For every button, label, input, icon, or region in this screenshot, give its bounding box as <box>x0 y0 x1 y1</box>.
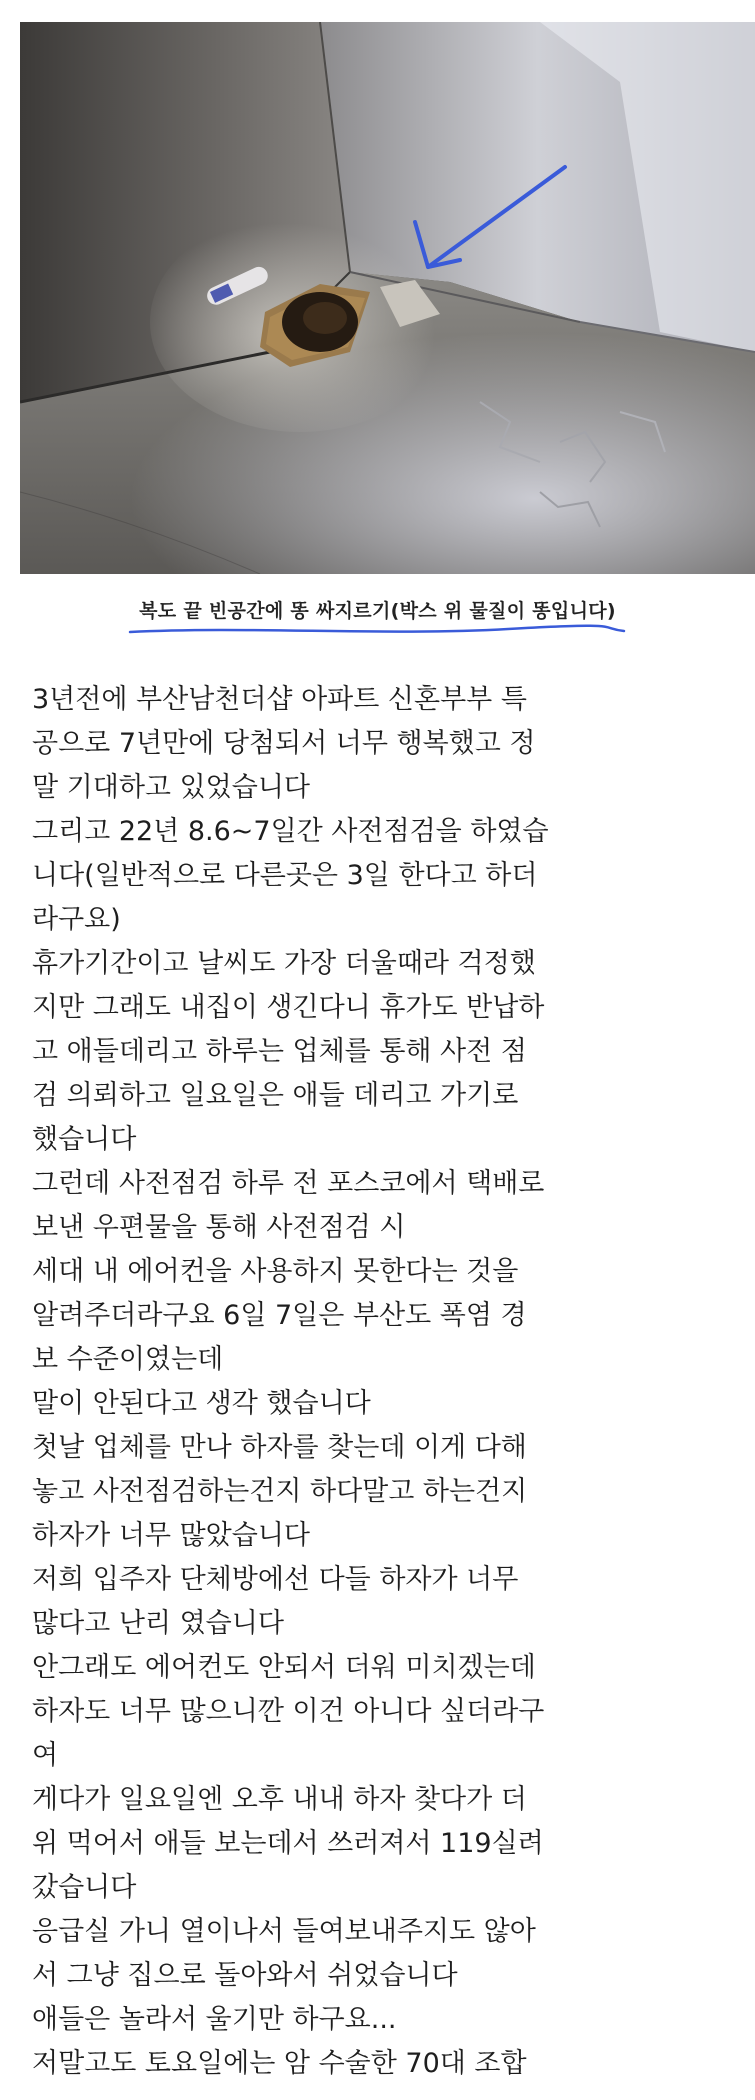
story-line: 갔습니다 <box>32 1872 137 1903</box>
story-line: 공으로 7년만에 당첨되서 너무 행복했고 정 <box>32 728 536 759</box>
story-text <box>32 678 632 2086</box>
story-line: 말 기대하고 있었습니다 <box>32 772 310 803</box>
story-line: 저말고도 토요일에는 암 수술한 70대 조합 <box>32 2048 527 2079</box>
story-line: 알려주더라구요 6일 7일은 부산도 폭염 경 <box>32 1300 527 1331</box>
story-line: 응급실 가니 열이나서 들여보내주지도 않아 <box>32 1916 536 1947</box>
story-line: 저희 입주자 단체방에선 다들 하자가 너무 <box>32 1564 519 1595</box>
photo-caption: 복도 끝 빈공간에 똥 싸지르기(박스 위 물질이 똥입니다) <box>139 600 616 622</box>
story-line: 지만 그래도 내집이 생긴다니 휴가도 반납하 <box>32 992 545 1023</box>
story-line: 하자가 너무 많았습니다 <box>32 1520 310 1551</box>
story-line: 라구요) <box>32 904 121 935</box>
story-line: 위 먹어서 애들 보는데서 쓰러져서 119실려 <box>32 1828 544 1859</box>
story-line: 휴가기간이고 날씨도 가장 더울때라 걱정했 <box>32 948 536 979</box>
story-line: 서 그냥 집으로 돌아와서 쉬었습니다 <box>32 1960 458 1991</box>
story-line: 3년전에 부산남천더샵 아파트 신혼부부 특 <box>32 684 527 715</box>
story-line: 여 <box>32 1740 59 1771</box>
story-line: 놓고 사전점검하는건지 하다말고 하는건지 <box>32 1476 528 1507</box>
caption-underline <box>128 622 628 638</box>
story-line: 보낸 우편물을 통해 사전점검 시 <box>32 1212 406 1243</box>
story-line: 안그래도 에어컨도 안되서 더워 미치겠는데 <box>32 1652 536 1683</box>
corridor-photo <box>20 22 755 574</box>
story-line: 게다가 일요일엔 오후 내내 하자 찾다가 더 <box>32 1784 527 1815</box>
story-line: 고 애들데리고 하루는 업체를 통해 사전 점 <box>32 1036 527 1067</box>
story-line: 세대 내 에어컨을 사용하지 못한다는 것을 <box>32 1256 519 1287</box>
story-line: 하자도 너무 많으니깐 이건 아니다 싶더라구 <box>32 1696 545 1727</box>
story-line: 많다고 난리 였습니다 <box>32 1608 284 1639</box>
story-line: 그런데 사전점검 하루 전 포스코에서 택배로 <box>32 1168 545 1199</box>
story-line: 말이 안된다고 생각 했습니다 <box>32 1388 371 1419</box>
story-line: 보 수준이였는데 <box>32 1344 224 1375</box>
story-line: 애들은 놀라서 울기만 하구요... <box>32 2004 397 2035</box>
story-line: 첫날 업체를 만나 하자를 찾는데 이게 다해 <box>32 1432 527 1463</box>
story-line: 그리고 22년 8.6~7일간 사전점검을 하였습 <box>32 816 549 847</box>
story-line: 니다(일반적으로 다른곳은 3일 한다고 하더 <box>32 860 538 891</box>
story-line: 했습니다 <box>32 1124 137 1155</box>
story-line: 검 의뢰하고 일요일은 애들 데리고 가기로 <box>32 1080 519 1111</box>
